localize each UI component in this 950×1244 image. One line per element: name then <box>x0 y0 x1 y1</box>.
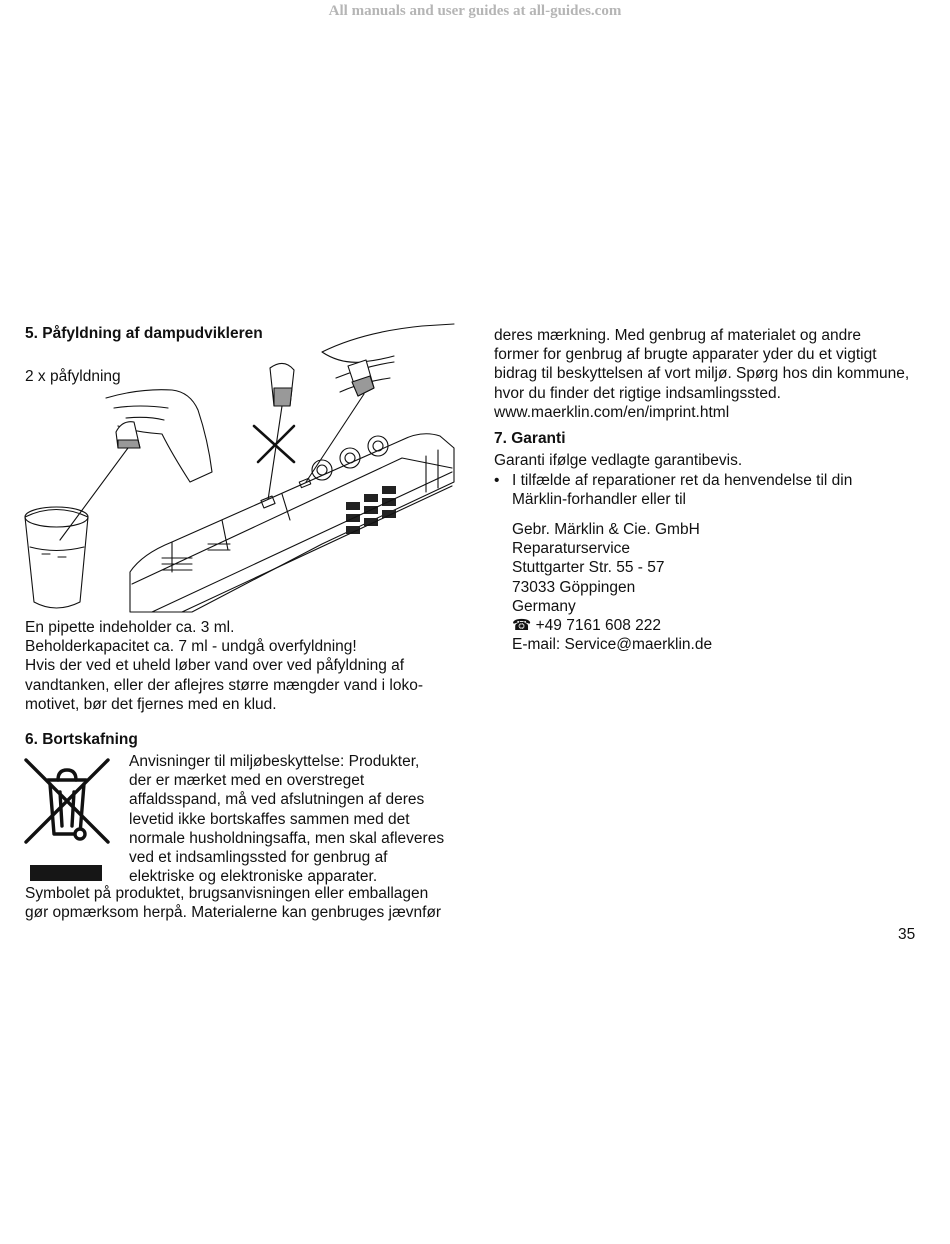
text-line: En pipette indeholder ca. 3 ml. <box>25 619 235 636</box>
section-6-title: 6. Bortskafning <box>25 731 138 748</box>
bin-underline-bar <box>30 865 102 881</box>
bullet-icon: • <box>494 472 500 489</box>
text-line: Märklin-forhandler eller til <box>512 491 687 509</box>
text-line: motivet, bør det fjernes med en klud. <box>25 695 277 713</box>
fill-count-label: 2 x påfyldning <box>25 368 121 385</box>
section-5-title: 5. Påfyldning af dampudvikleren <box>25 325 263 342</box>
text-line: ved et indsamlingssted for genbrug af <box>129 849 388 867</box>
section-6-text <box>129 752 469 886</box>
address-line: Germany <box>512 597 576 615</box>
text-line: deres mærkning. Med genbrug af materialet og andre <box>494 327 862 344</box>
bullet-text <box>512 471 932 509</box>
disposal-continuation <box>494 326 934 422</box>
email-line[interactable]: E-mail: Service@maerklin.de <box>512 636 713 654</box>
text-line: Symbolet på produktet, brugsanvisningen eller emballagen <box>25 885 429 902</box>
text-line: hvor du finder det rigtige indsamlingssted. <box>494 384 781 402</box>
address-line: 73033 Göppingen <box>512 578 636 596</box>
crossed-out-bin-icon <box>22 756 112 846</box>
text-line: der er mærket med en overstreget <box>129 772 365 790</box>
address-line: Reparaturservice <box>512 540 631 558</box>
text-line: I tilfælde af reparationer ret da henvendelse til din <box>512 472 853 489</box>
warranty-text: Garanti ifølge vedlagte garantibevis. <box>494 452 743 469</box>
text-line: gør opmærksom herpå. Materialerne kan genbruges jævnfør <box>25 904 442 922</box>
text-line: affaldsspand, må ved afslutningen af deres <box>129 791 425 809</box>
section-7-title: 7. Garanti <box>494 430 566 447</box>
address-line: Gebr. Märklin & Cie. GmbH <box>512 521 700 538</box>
website-link[interactable]: www.maerklin.com/en/imprint.html <box>494 403 730 421</box>
text-line: elektriske og elektroniske apparater. <box>129 868 378 886</box>
text-line: bidrag til beskyttelsen af vort miljø. Spørg hos din kommune, <box>494 365 910 383</box>
service-address <box>512 520 932 654</box>
page-number: 35 <box>898 926 916 943</box>
address-line: Stuttgarter Str. 55 - 57 <box>512 559 665 577</box>
text-line: normale husholdningsaffa, men skal afleveres <box>129 829 445 847</box>
text-line: Beholderkapacitet ca. 7 ml - undgå overfyldning! <box>25 638 357 656</box>
phone-icon: ☎ <box>512 617 532 635</box>
phone-line <box>512 616 932 635</box>
text-line: vandtanken, eller der aflejres større mængder vand i loko- <box>25 676 424 694</box>
section-6-continuation <box>25 884 465 922</box>
text-line: Hvis der ved et uheld løber vand over ved påfyldning af <box>25 657 405 675</box>
filling-illustration <box>22 322 458 614</box>
watermark: All manuals and user guides at all-guides.com <box>328 3 622 19</box>
text-line: former for genbrug af brugte apparater yder du et vigtigt <box>494 346 877 364</box>
section-5-text <box>25 618 465 714</box>
text-line: levetid ikke bortskaffes sammen med det <box>129 810 410 828</box>
phone-number[interactable]: +49 7161 608 222 <box>535 617 662 635</box>
text-line: Anvisninger til miljøbeskyttelse: Produkter, <box>129 753 420 770</box>
